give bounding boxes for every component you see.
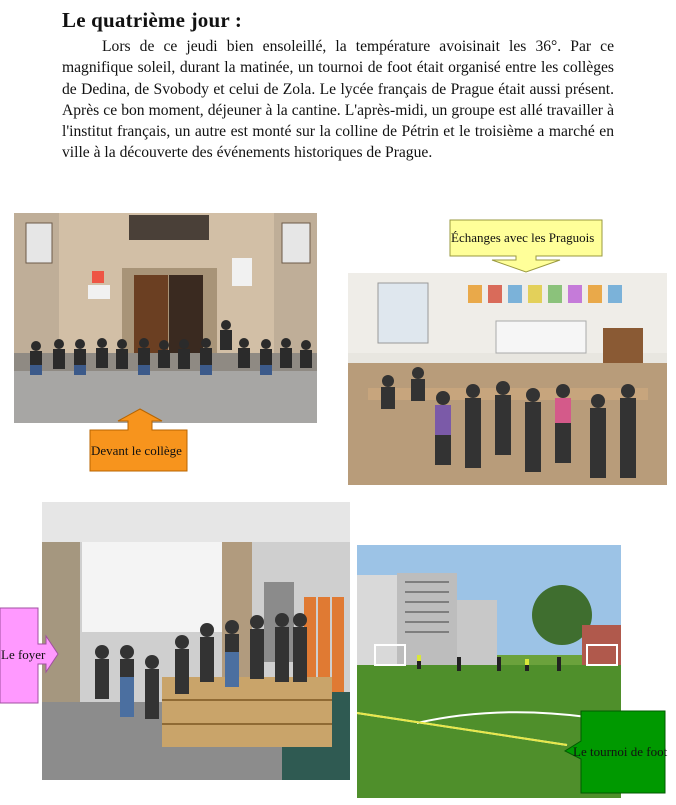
caption-foyer: [0, 608, 58, 703]
caption-devant-college: [90, 409, 187, 471]
caption-tournoi-foot: [565, 711, 675, 793]
caption-echanges: [450, 220, 602, 272]
caption-text-foot: Le tournoi de foot: [573, 744, 668, 759]
photo-echanges: [348, 273, 667, 485]
caption-text-college: Devant le collège: [91, 443, 182, 458]
day-description: Lors de ce jeudi bien ensoleillé, la température avoisinait les 36°. Par ce magnifique soleil, durant la matinée, un tournoi de foot était organisé entre les collèges de Dedina, de Svobody et celui de Zola. Le lycée français de Prague était aussi présent. Après ce bon moment, déjeuner à la cantine. L'après-midi, un groupe est allé travailler à l'institut français, un autre est monté sur la colline de Pétrin et le troisième a marché en ville à la découverte des événements historiques de Prague.: [62, 38, 614, 162]
caption-text-echanges: Échanges avec les Praguois: [451, 230, 595, 245]
photo-devant-college: [14, 213, 317, 423]
photo-foyer: [42, 502, 350, 780]
callout-shape-college: [90, 409, 187, 471]
callout-shape-echanges: [450, 220, 602, 272]
caption-text-foyer: Le foyer: [1, 647, 46, 662]
page-title: Le quatrième jour :: [62, 8, 243, 32]
